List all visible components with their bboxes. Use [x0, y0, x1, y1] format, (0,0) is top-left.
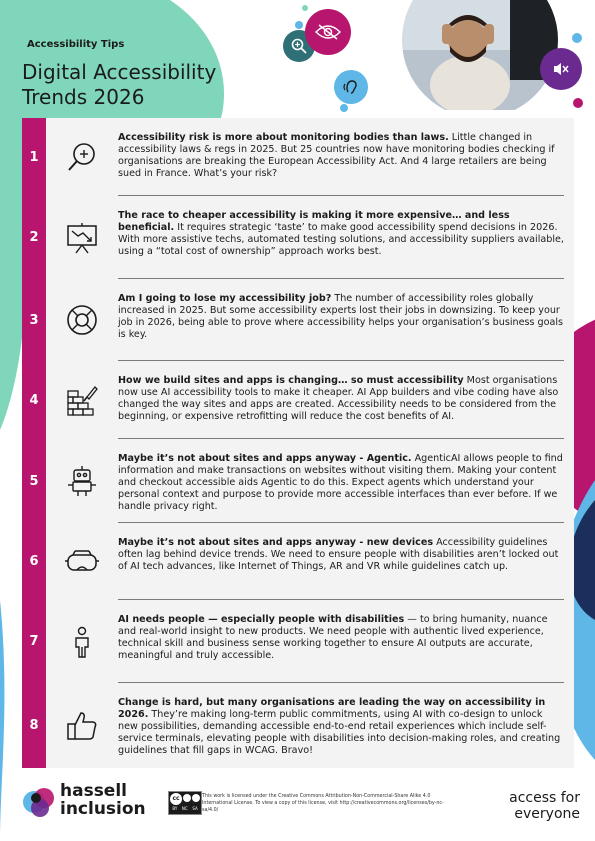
category-tag: Accessibility Tips — [22, 37, 129, 53]
trend-item-5 — [22, 439, 574, 523]
cc-terms — [170, 806, 200, 812]
logo-text-line1: hassell — [60, 781, 127, 801]
trend-text — [118, 614, 564, 662]
person-icon — [60, 600, 104, 683]
presentation-chart-down-icon — [60, 196, 104, 279]
cc-term-nc: NC — [181, 806, 188, 811]
sky-dot-left — [340, 104, 348, 112]
trend-item-1 — [22, 118, 574, 196]
trend-text — [118, 210, 564, 258]
magnifier-icon — [290, 37, 308, 55]
trend-item-2 — [22, 196, 574, 279]
trend-body: They’re making long-term public commitments, using AI with co-design to unlock new possibilities, demanding accessible end-to-end retail experiences which include self-service terminals, elevating people with disabilities into decision-making roles, and creating guidelines that fill gaps in WCAG. Bravo! — [118, 709, 561, 757]
trend-item-3 — [22, 279, 574, 361]
tagline — [480, 790, 580, 822]
trend-item-7 — [22, 600, 574, 683]
trend-heading: How we build sites and apps is changing… so must accessibility — [118, 375, 464, 386]
muted-speaker-icon — [552, 61, 570, 77]
trend-heading: Am I going to lose my accessibility job? — [118, 293, 332, 304]
trend-body: The number of accessibility roles globally increased in 2025. But some accessibility experts lost their jobs in downsizing. To keep your job in 2026, being able to prove where accessibility helps your organisation’s business goals is key. — [118, 293, 564, 341]
lifebuoy-icon — [60, 279, 104, 361]
trend-body: — to bring humanity, nuance and real-world insight to new products. We need people with authentic lived experience, technical skill and business sense working together to ensure AI outputs are accurate, meaningful and truly accessible. — [118, 614, 548, 662]
trend-heading: Maybe it’s not about sites and apps anyway - new devices — [118, 537, 434, 548]
trend-number: 1 — [22, 118, 46, 196]
trend-heading: AI needs people — especially people with disabilities — [118, 614, 405, 625]
trend-body: Accessibility guidelines often lag behind device trends. We need to ensure people with disabilities aren’t locked out of AI tech advances, like Internet of Things, AR and VR while guidelines catch up. — [118, 537, 559, 573]
trend-heading: The race to cheaper accessibility is making it more expensive… and less beneficial. — [118, 210, 510, 234]
magenta-dot — [573, 98, 583, 108]
trends-panel — [22, 118, 574, 768]
trend-text — [118, 537, 564, 573]
eye-icon — [315, 23, 341, 41]
trend-number: 2 — [22, 196, 46, 279]
cc-term-sa: SA — [192, 806, 198, 811]
trend-text — [118, 697, 564, 757]
trend-item-6 — [22, 523, 574, 600]
sky-dot-top — [572, 33, 582, 43]
cc-nc-icon — [192, 794, 200, 802]
trend-number: 8 — [22, 683, 46, 768]
ear-icon — [342, 78, 360, 96]
ear-circle — [334, 70, 368, 104]
trend-number: 7 — [22, 600, 46, 683]
trend-heading: Change is hard, but many organisations are leading the way on accessibility in 2026. — [118, 697, 546, 721]
license-text: This work is licensed under the Creative Commons Attribution-Non-Commercial-Share Alike 4.0 International License. To view a copy of this license, visit http://creativecommons.org/licenses/by-nc-sa/4.0/ — [202, 794, 444, 813]
trend-item-8 — [22, 683, 574, 768]
cc-license-badge[interactable] — [168, 791, 202, 815]
thumbs-up-icon — [60, 683, 104, 768]
brick-wall-trowel-icon — [60, 361, 104, 439]
robot-icon — [60, 439, 104, 523]
trend-item-4 — [22, 361, 574, 439]
logo-mark-icon — [22, 784, 58, 820]
trend-body: Little changed in accessibility laws & regs in 2025. But 25 countries now have monitoring bodies checking if organisations are breaking the European Accessibility Act. And 4 large retailers are being sued in France. What’s your risk? — [118, 132, 555, 180]
trend-text — [118, 375, 564, 423]
hassell-inclusion-logo[interactable] — [22, 782, 152, 822]
trend-heading: Maybe it’s not about sites and apps anyway - Agentic. — [118, 453, 412, 464]
trend-number: 5 — [22, 439, 46, 523]
cc-by-icon — [183, 794, 191, 802]
trend-number: 4 — [22, 361, 46, 439]
trend-text — [118, 453, 564, 513]
mint-dot-small — [302, 5, 308, 11]
magnifier-plus-icon — [60, 118, 104, 196]
trend-number: 6 — [22, 523, 46, 600]
tagline-line2: everyone — [514, 806, 580, 822]
trend-heading: Accessibility risk is more about monitoring bodies than laws. — [118, 132, 449, 143]
sky-left-shape — [0, 600, 4, 841]
trend-body: AgenticAI allows people to find information and make transactions on websites without visiting them. Making your content and checkout accessible aids Agentic to do this. Expect agents which understand your personal context and purpose to provide more accessible interfaces than ever before. If we handle privacy right. — [118, 453, 563, 513]
trend-text — [118, 132, 564, 180]
tagline-line1: access for — [509, 790, 580, 806]
sky-dot-small — [295, 21, 303, 29]
trend-body: It requires strategic ‘taste’ to make good accessibility spend decisions in 2026. With more assistive techs, automated testing solutions, and accessibility suppliers available, using a “total cost of ownership” approach works best. — [118, 222, 564, 258]
page-title: Digital Accessibility Trends 2026 — [22, 60, 217, 109]
trend-number: 3 — [22, 279, 46, 361]
trend-text — [118, 293, 564, 341]
muted-speaker-circle — [540, 48, 582, 90]
logo-text-line2: inclusion — [60, 799, 146, 819]
trend-body: Most organisations now use AI accessibility tools to make it cheaper. AI App builders and vibe coding have also changed the way sites and apps are created. Accessibility needs to be considered from the beginning, or expensive retrofitting will reduce the cost benefits of AI. — [118, 375, 559, 423]
cc-term-by: BY — [172, 806, 178, 811]
cc-logo-icon: cc — [170, 793, 182, 805]
header-photo — [400, 0, 560, 110]
vr-headset-icon — [60, 523, 104, 600]
eye-circle — [305, 9, 351, 55]
